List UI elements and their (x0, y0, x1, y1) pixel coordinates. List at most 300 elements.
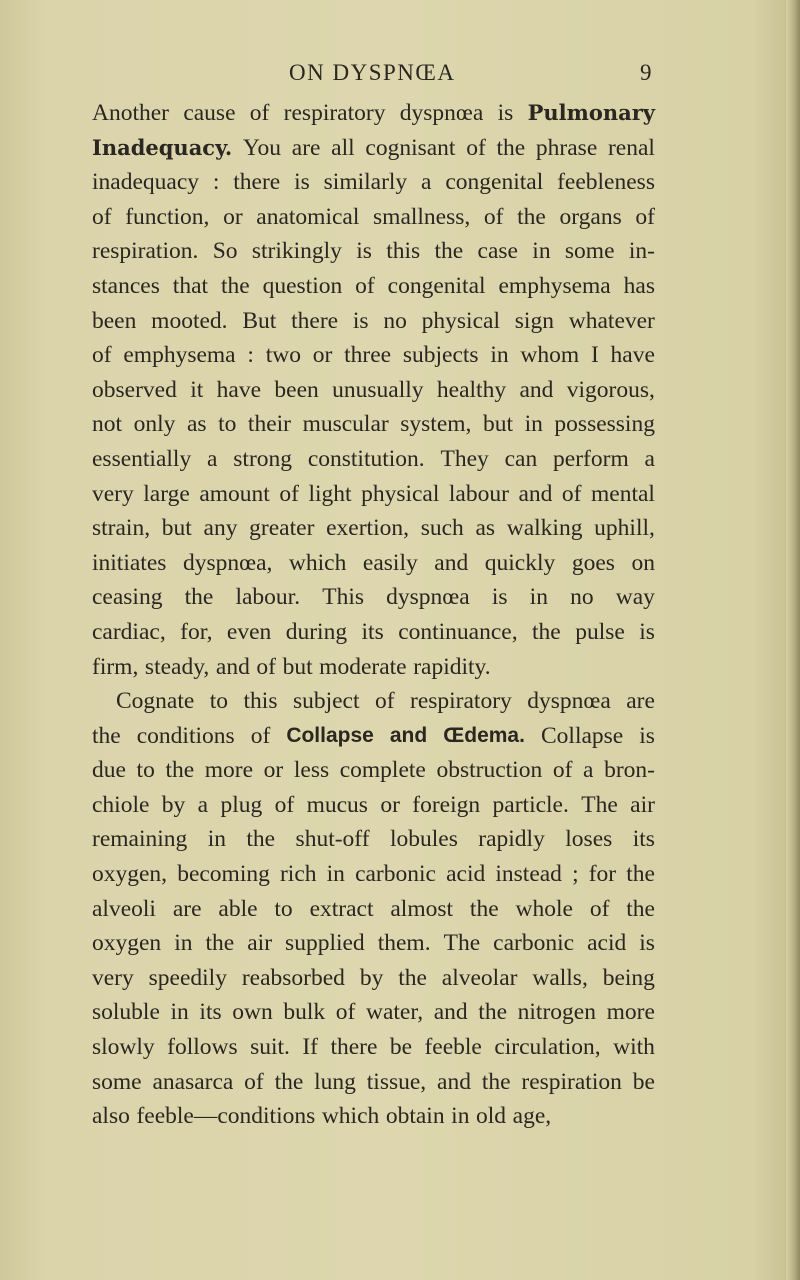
text-line (92, 269, 655, 304)
word: becoming (177, 861, 270, 888)
page-header (0, 60, 800, 94)
word: its (361, 618, 384, 645)
word: of (483, 203, 504, 230)
word: the (398, 964, 427, 991)
text-line (92, 892, 655, 927)
word: of (274, 791, 295, 818)
word: vigorous, (566, 376, 655, 403)
word: some (564, 238, 615, 265)
word: own (232, 999, 273, 1026)
word: bulk (283, 999, 326, 1026)
word: walls, (532, 964, 588, 991)
text-line (92, 788, 655, 823)
word: emphysema (123, 342, 236, 369)
word: more (204, 757, 254, 784)
text-line (92, 822, 655, 857)
word: more (606, 999, 655, 1026)
word: emphysema (498, 272, 611, 299)
word: all (331, 134, 355, 161)
word: : (212, 169, 220, 196)
word: rich (279, 861, 317, 888)
word: the (517, 203, 546, 230)
word: air (630, 791, 655, 818)
word: alveoli (92, 895, 156, 922)
word: and (434, 549, 469, 576)
word: not (92, 411, 123, 438)
word: case (477, 238, 518, 265)
word: in (532, 238, 551, 265)
word: but (482, 411, 514, 438)
word: also (92, 1103, 130, 1130)
word: in (326, 861, 345, 888)
word: almost (390, 895, 454, 922)
word: congenital (387, 272, 486, 299)
word: function, (125, 203, 210, 230)
word: the (469, 895, 499, 922)
word: there (233, 169, 281, 196)
word: of (335, 999, 356, 1026)
text-line (92, 753, 655, 788)
word: respiratory (283, 100, 386, 126)
word: in (451, 1103, 470, 1130)
word: is (639, 930, 655, 957)
word: been (92, 307, 137, 334)
word: to (209, 688, 229, 715)
word: Œdema. (443, 723, 525, 747)
word: cognisant (365, 134, 456, 161)
word: possessing (554, 411, 655, 438)
word: complete (339, 757, 426, 784)
word: be (632, 1068, 655, 1095)
word: muscular (302, 411, 389, 438)
word: observed (92, 376, 177, 403)
word: firm, (92, 653, 139, 680)
word: for, (180, 618, 213, 645)
text-line (92, 131, 655, 166)
word: of (589, 895, 610, 922)
word: in (174, 930, 193, 957)
word: The (443, 930, 481, 957)
word: of (374, 688, 395, 715)
word: age, (512, 1103, 552, 1130)
word: easily (362, 549, 418, 576)
word: Collapse (286, 723, 374, 747)
word: able (218, 895, 258, 922)
word: Cognate (116, 688, 195, 715)
word: as (186, 411, 207, 438)
word: smallness, (373, 203, 471, 230)
word: obtain (385, 1103, 445, 1130)
word: and (433, 999, 468, 1026)
word: and (215, 653, 250, 680)
text-line (92, 580, 655, 615)
word: soluble (92, 999, 160, 1026)
word: in (490, 342, 509, 369)
word: in (524, 411, 543, 438)
word: nitrogen (517, 999, 596, 1026)
word: a (421, 169, 432, 196)
word: Pulmonary (527, 100, 655, 125)
word: feebleness (557, 169, 655, 196)
word: cause (183, 100, 236, 126)
word: acid (446, 861, 486, 888)
word: a (583, 757, 594, 784)
word: exertion, (326, 515, 409, 542)
word: has (623, 272, 655, 299)
word: chiole (92, 791, 150, 818)
word: inadequacy (92, 169, 200, 196)
word: air (247, 930, 273, 957)
word: anasarca (152, 1068, 234, 1095)
word: to (136, 757, 155, 784)
word: tissue, (366, 1068, 427, 1095)
running-head: ON DYSPNŒA (289, 60, 456, 85)
word: the (205, 930, 235, 957)
text-line (92, 961, 655, 996)
text-line (92, 165, 655, 200)
word: as (475, 515, 496, 542)
word: the (246, 826, 276, 853)
word: a (644, 445, 655, 472)
word: oxygen (92, 930, 162, 957)
word: labour (448, 480, 509, 507)
page-number: 9 (640, 60, 652, 85)
text-line (92, 1030, 655, 1065)
word: this (386, 238, 421, 265)
word: is (294, 169, 310, 196)
word: whatever (568, 307, 655, 334)
word: water, (365, 999, 424, 1026)
word: respiration. (92, 238, 199, 265)
word: this (243, 688, 278, 715)
word: only (133, 411, 176, 438)
word: any (203, 515, 238, 542)
word: large (143, 480, 190, 507)
text-line (92, 234, 655, 269)
word: by (161, 791, 186, 818)
text-line (92, 373, 655, 408)
word: is (497, 100, 514, 126)
word: and (389, 723, 428, 747)
word: instead (495, 861, 562, 888)
word: and (519, 376, 554, 403)
word: shut-off (295, 826, 370, 853)
word: mooted. (151, 307, 228, 334)
word: circulation, (494, 1034, 601, 1061)
word: ceasing (92, 584, 163, 611)
text-line (92, 857, 655, 892)
word: there (330, 1034, 378, 1061)
word: reabsorbed (241, 964, 345, 991)
word: their (247, 411, 291, 438)
word: pulse (575, 618, 625, 645)
word: way (615, 584, 655, 611)
word: So (212, 238, 238, 265)
word: whole (515, 895, 573, 922)
word: that (172, 272, 209, 299)
word: light (308, 480, 352, 507)
word: with (613, 1034, 655, 1061)
text-line (92, 304, 655, 339)
word: the (220, 272, 250, 299)
word: the (92, 722, 121, 749)
word: for (588, 861, 617, 888)
word: But (242, 307, 277, 334)
word: conditions (136, 722, 235, 749)
text-line (92, 1099, 655, 1134)
word: congenital (445, 169, 544, 196)
word: rapidity. (413, 653, 491, 680)
word: being (602, 964, 655, 991)
word: dyspnœa (527, 688, 611, 715)
word: on (631, 549, 655, 576)
text-line (92, 615, 655, 650)
word: slowly (92, 1034, 155, 1061)
word: the (626, 895, 655, 922)
word: its (632, 826, 655, 853)
word: the (532, 618, 561, 645)
word: have (610, 342, 655, 369)
word: during (285, 618, 348, 645)
text-line (92, 477, 655, 512)
word: or (380, 791, 400, 818)
word: question (262, 272, 343, 299)
word: anatomical (256, 203, 360, 230)
word: to (218, 411, 237, 438)
word: the (478, 999, 508, 1026)
word: in (170, 999, 189, 1026)
word: uphill, (594, 515, 655, 542)
text-line (92, 407, 655, 442)
word: greater (249, 515, 315, 542)
word: such (420, 515, 464, 542)
word: subject (292, 688, 360, 715)
text-line (92, 511, 655, 546)
text-line (92, 96, 655, 131)
word: perform (553, 445, 629, 472)
text-line (92, 684, 655, 719)
word: three (344, 342, 392, 369)
word: particle. (492, 791, 569, 818)
word: strong (233, 445, 293, 472)
word: a (197, 791, 209, 818)
word: physical (361, 480, 440, 507)
word: can (504, 445, 538, 472)
word: of (249, 100, 270, 126)
word: stances (92, 272, 160, 299)
word: is (356, 238, 372, 265)
word: the (496, 134, 526, 161)
word: of (466, 134, 486, 161)
text-line (92, 926, 655, 961)
text-line (92, 546, 655, 581)
word: quickly (484, 549, 556, 576)
text-line (92, 200, 655, 235)
word: or (223, 203, 243, 230)
word: even (226, 618, 272, 645)
word: its (199, 999, 222, 1026)
word: continuance, (398, 618, 518, 645)
word: the (184, 584, 214, 611)
word: a (207, 445, 218, 472)
word: dyspnœa (399, 100, 484, 126)
word: renal (607, 134, 655, 161)
word: by (359, 964, 384, 991)
word: foreign (412, 791, 481, 818)
word: of (250, 722, 271, 749)
word: healthy (436, 376, 507, 403)
word: remaining (92, 826, 188, 853)
word: some (92, 1068, 142, 1095)
word: respiratory (410, 688, 512, 715)
word: dyspnœa, (182, 549, 273, 576)
word: feeble (424, 1034, 482, 1061)
word: of (561, 480, 582, 507)
word: the (434, 238, 464, 265)
word: are (172, 895, 202, 922)
word: oxygen, (92, 861, 168, 888)
word: which (321, 1103, 380, 1130)
word: to (274, 895, 293, 922)
word: subjects (402, 342, 479, 369)
word: old (476, 1103, 507, 1130)
word: and (437, 1068, 471, 1095)
word: labour. (235, 584, 301, 611)
word: feeble—conditions (136, 1103, 316, 1130)
word: are (626, 688, 655, 715)
word: in (529, 584, 548, 611)
word: rapidly (478, 826, 545, 853)
word: is (639, 618, 655, 645)
word: Collapse (540, 722, 624, 749)
word: and (518, 480, 553, 507)
word: strikingly (251, 238, 342, 265)
word: They (440, 445, 489, 472)
word: mental (591, 480, 655, 507)
word: of (635, 203, 655, 230)
word: extract (309, 895, 374, 922)
word: essentially (92, 445, 192, 472)
word: You (242, 134, 282, 161)
word: or (312, 342, 333, 369)
word: moderate (319, 653, 407, 680)
page-edge-shadow (786, 0, 800, 1280)
word: two (265, 342, 301, 369)
word: of (244, 1068, 264, 1095)
word: or (263, 757, 284, 784)
word: constitution. (307, 445, 425, 472)
word: of (279, 480, 299, 507)
word: is (352, 307, 369, 334)
word: speedily (148, 964, 227, 991)
word: the (274, 1068, 304, 1095)
word: Inadequacy. (92, 134, 233, 160)
word: respiration (521, 1068, 622, 1095)
word: suit. (250, 1034, 290, 1061)
word: of (92, 342, 112, 369)
word: strain, (92, 515, 151, 542)
word: no (570, 584, 594, 611)
word: unusually (332, 376, 424, 403)
word: amount (199, 480, 270, 507)
text-line (92, 1065, 655, 1100)
word: supplied (285, 930, 365, 957)
word: them. (377, 930, 431, 957)
text-line (92, 338, 655, 373)
word: whom (520, 342, 580, 369)
word: physical (421, 307, 500, 334)
word: very (92, 480, 134, 507)
word: mucus (306, 791, 368, 818)
word: of (552, 757, 573, 784)
word: no (383, 307, 407, 334)
word: the (165, 757, 195, 784)
word: I (590, 342, 599, 369)
word: bron- (604, 757, 655, 784)
word: If (302, 1034, 318, 1061)
word: cardiac, (92, 618, 166, 645)
word: alveolar (441, 964, 518, 991)
body-text (92, 96, 655, 1134)
word: similarly (323, 169, 408, 196)
word: The (581, 791, 618, 818)
word: This (322, 584, 365, 611)
word: lung (314, 1068, 356, 1095)
word: is (639, 722, 655, 749)
word: plug (220, 791, 263, 818)
word: steady, (144, 653, 210, 680)
word: goes (571, 549, 615, 576)
word: been (274, 376, 319, 403)
word: of (256, 653, 276, 680)
word: due (92, 757, 126, 784)
text-line (92, 442, 655, 477)
word: but (282, 653, 313, 680)
word: organs (559, 203, 622, 230)
word: have (216, 376, 262, 403)
word: is (491, 584, 508, 611)
word: carbonic (355, 861, 436, 888)
word: it (190, 376, 204, 403)
word: lobules (389, 826, 458, 853)
word: very (92, 964, 134, 991)
word: there (291, 307, 339, 334)
word: the (481, 1068, 511, 1095)
word: in- (628, 238, 655, 265)
word: Another (92, 100, 170, 126)
word: acid (587, 930, 627, 957)
word: obstruction (436, 757, 543, 784)
word: the (626, 861, 655, 888)
word: but (161, 515, 192, 542)
word: ; (572, 861, 579, 888)
word: of (92, 203, 112, 230)
word: which (288, 549, 347, 576)
word: in (207, 826, 226, 853)
word: follows (167, 1034, 238, 1061)
word: are (291, 134, 321, 161)
word: system, (400, 411, 472, 438)
word: carbonic (493, 930, 575, 957)
word: sign (514, 307, 554, 334)
word: phrase (535, 134, 598, 161)
word: of (355, 272, 375, 299)
word: : (247, 342, 254, 369)
text-line (92, 719, 655, 754)
word: less (293, 757, 330, 784)
text-line (92, 650, 655, 685)
word: dyspnœa (386, 584, 470, 611)
